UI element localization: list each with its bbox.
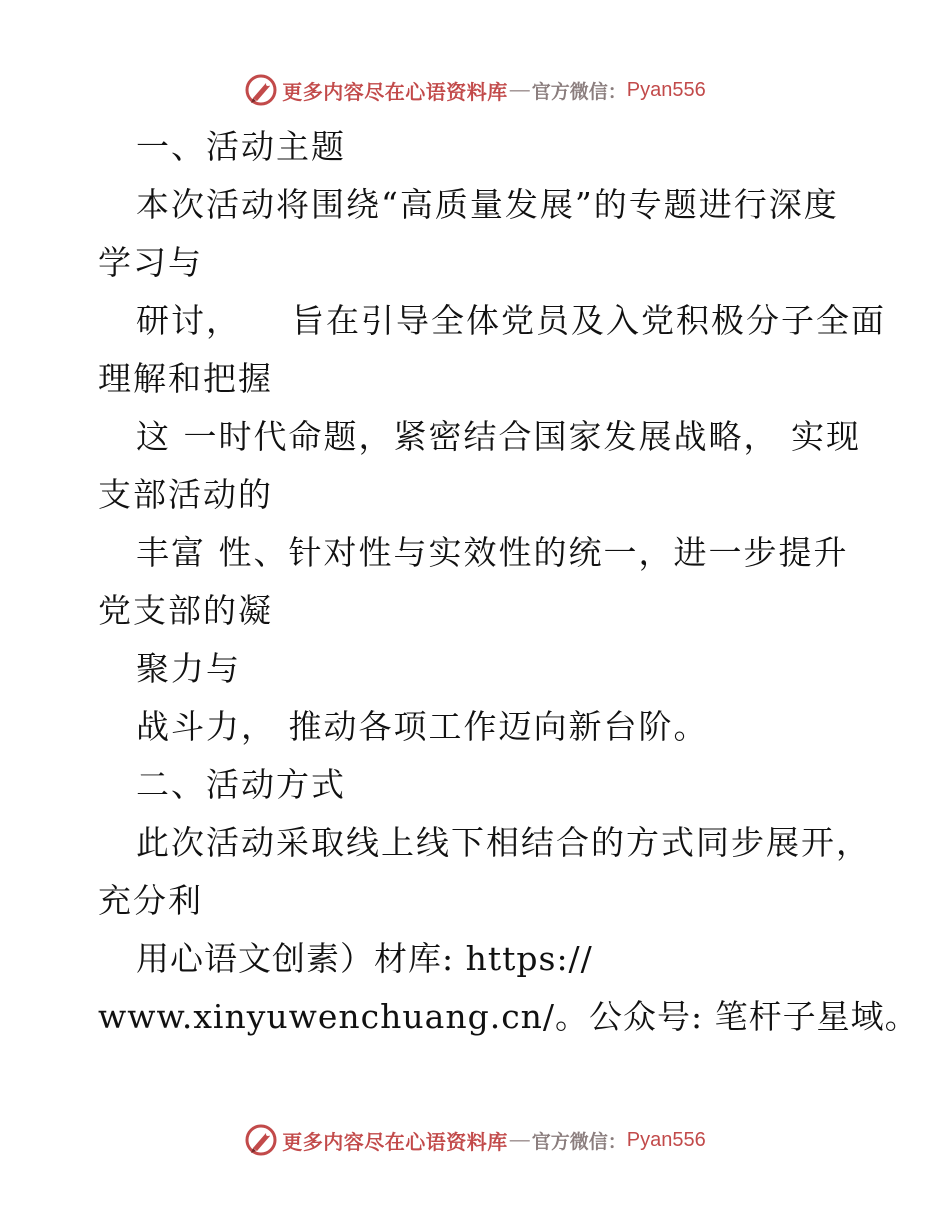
text-line: 这 一时代命题，紧密结合国家发展战略， 实现 bbox=[136, 417, 861, 456]
text-line-url: 用心语文创素）材库: https:// bbox=[136, 939, 593, 978]
banner-wechat-label: 官方微信： bbox=[531, 1131, 627, 1153]
text-line: 战斗力， 推动各项工作迈向新台阶。 bbox=[136, 707, 709, 746]
text-line: 此次活动采取线上线下相结合的方式同步展开， bbox=[136, 823, 871, 862]
section-heading-theme: 一、活动主题 bbox=[136, 127, 346, 166]
banner-title: 更多内容尽在心语资料库 bbox=[282, 1131, 508, 1154]
banner-wechat-label: 官方微信： bbox=[531, 81, 627, 103]
header-banner bbox=[0, 70, 950, 110]
text-line: 聚力与 bbox=[136, 649, 241, 688]
document-body bbox=[98, 118, 919, 1046]
banner-title: 更多内容尽在心语资料库 bbox=[282, 81, 508, 104]
text-line: 本次活动将围绕“高质量发展”的专题进行深度 bbox=[136, 185, 839, 224]
banner-wechat-id: Pyan556 bbox=[626, 78, 706, 101]
text-line: 研讨， 旨在引导全体党员及入党积极分子全面 bbox=[136, 301, 886, 340]
section-heading-method: 二、活动方式 bbox=[136, 765, 346, 804]
text-line: 党支部的凝 bbox=[98, 591, 273, 630]
text-line: 理解和把握 bbox=[98, 359, 273, 398]
banner-wechat-id: Pyan556 bbox=[626, 1128, 706, 1151]
pen-logo-icon bbox=[244, 1123, 278, 1157]
text-line: 支部活动的 bbox=[98, 475, 273, 514]
footer-banner bbox=[0, 1120, 950, 1160]
text-line: 学习与 bbox=[98, 243, 203, 282]
text-line: 丰富 性、针对性与实效性的统一，进一步提升 bbox=[136, 533, 849, 572]
banner-separator: — bbox=[509, 78, 530, 101]
pen-logo-icon bbox=[244, 73, 278, 107]
text-line: 充分利 bbox=[98, 881, 203, 920]
banner-separator: — bbox=[509, 1128, 530, 1151]
text-line-url: www.xinyuwenchuang.cn/。公众号: 笔杆子星域。 bbox=[98, 997, 919, 1036]
